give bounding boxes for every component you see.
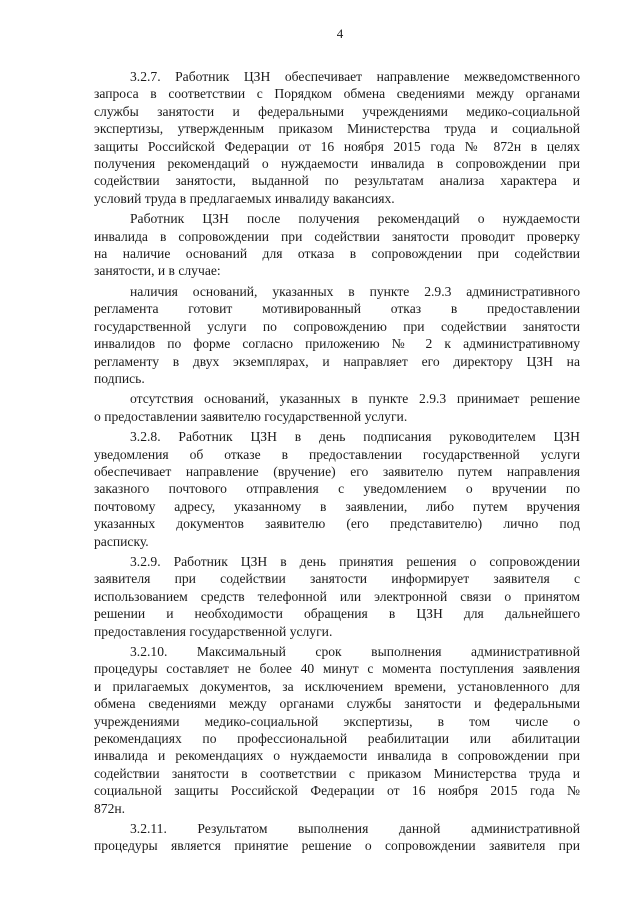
text-line: социальной защиты Российской Федерации от 16 ноября 2015 года № — [94, 783, 580, 799]
paragraph-3-2-10 — [94, 643, 580, 817]
text-line: содействии занятости в соответствии с приказом Министерства труда и — [94, 765, 580, 781]
text-line: 3.2.9. Работник ЦЗН в день принятия решения о сопровождении — [130, 553, 580, 569]
text-line: запроса в соответствии с Порядком обмена сведениями между органами — [94, 86, 580, 102]
text-line: на наличие оснований для отказа в сопровождении при содействии — [94, 246, 580, 262]
text-line: обмена сведениями между органами службы занятости и федеральными — [94, 696, 580, 712]
text-line: экспертизы, утвержденным приказом Министерства труда и социальной — [94, 121, 580, 137]
text-line: службы занятости и федеральными учреждениями медико-социальной — [94, 103, 580, 119]
text-line: и прилагаемых документов, за исключением времени, установленного для — [94, 678, 580, 694]
text-line: отсутствия оснований, указанных в пункте 2.9.3 принимает решение — [130, 391, 580, 407]
text-line: инвалидов по форме согласно приложению № 2 к административному — [94, 336, 580, 352]
text-line: уведомления об отказе в предоставлении государственной услуги — [94, 446, 580, 462]
text-line: обеспечивает направление (вручение) его заявителю путем направления — [94, 463, 580, 479]
text-line: предоставления государственной услуги. — [94, 623, 333, 639]
text-line: почтовому адресу, указанному в заявлении, либо путем вручения — [94, 498, 580, 514]
text-line: использованием средств телефонной или электронной связи о принятом — [94, 588, 580, 604]
paragraph-grounds — [94, 283, 580, 387]
text-line: 3.2.7. Работник ЦЗН обеспечивает направление межведомственного — [130, 69, 580, 84]
paragraph-3-2-8 — [94, 428, 580, 550]
text-line: инвалида в сопровождении при содействии занятости проводит проверку — [94, 228, 580, 244]
document-body — [94, 68, 580, 855]
text-line: наличия оснований, указанных в пункте 2.9.3 административного — [130, 283, 580, 299]
text-line: рекомендациях по профессиональной реабилитации или абилитации — [94, 731, 580, 747]
text-line: процедуры является принятие решение о сопровождении заявителя при — [94, 838, 580, 854]
text-line: 3.2.10. Максимальный срок выполнения административной — [130, 644, 580, 659]
page-number: 4 — [336, 26, 344, 41]
text-line: инвалида и рекомендациях о нуждаемости инвалида в сопровождении при — [94, 748, 580, 764]
paragraph-3-2-7 — [94, 68, 580, 207]
text-line: учреждениями медико-социальной экспертизы, в том числе о — [94, 713, 580, 729]
text-line: Работник ЦЗН после получения рекомендаций о нуждаемости — [130, 211, 580, 227]
paragraph-no-grounds — [94, 390, 580, 425]
text-line: процедуры составляет не более 40 минут с момента поступления заявления — [94, 661, 580, 677]
text-line: о предоставлении заявителю государственной услуги. — [94, 408, 408, 424]
text-line: содействии занятости, выданной по результатам анализа характера и — [94, 173, 580, 189]
text-line: решении и необходимости обращения в ЦЗН для дальнейшего — [94, 606, 580, 622]
text-line: защиты Российской Федерации от 16 ноября 2015 года № 872н в целях — [94, 138, 580, 154]
text-line: государственной услуги по сопровождению при содействии занятости — [94, 318, 580, 334]
paragraph-3-2-9 — [94, 553, 580, 640]
text-line: получения рекомендаций о нуждаемости инвалида в сопровождении при — [94, 156, 580, 172]
text-line: заявителя при содействии занятости информирует заявителя с — [94, 571, 580, 587]
text-line: регламента готовит мотивированный отказ в предоставлении — [94, 301, 580, 317]
text-line: указанных документов заявителю (его представителю) лично под — [94, 516, 580, 532]
paragraph-check — [94, 210, 580, 280]
text-line: регламенту в двух экземплярах, и направляет его директору ЦЗН на — [94, 353, 580, 369]
paragraph-3-2-11 — [94, 820, 580, 855]
text-line: занятости, и в случае: — [94, 263, 221, 279]
text-line: заказного почтового отправления с уведомлением о вручении по — [94, 481, 580, 497]
text-line: 872н. — [94, 800, 126, 816]
text-line: 3.2.8. Работник ЦЗН в день подписания руководителем ЦЗН — [130, 429, 580, 445]
text-line: условий труда в предлагаемых инвалиду вакансиях. — [94, 190, 395, 206]
text-line: подпись. — [94, 370, 145, 386]
text-line: расписку. — [94, 533, 149, 549]
text-line: 3.2.11. Результатом выполнения данной административной — [130, 821, 580, 837]
